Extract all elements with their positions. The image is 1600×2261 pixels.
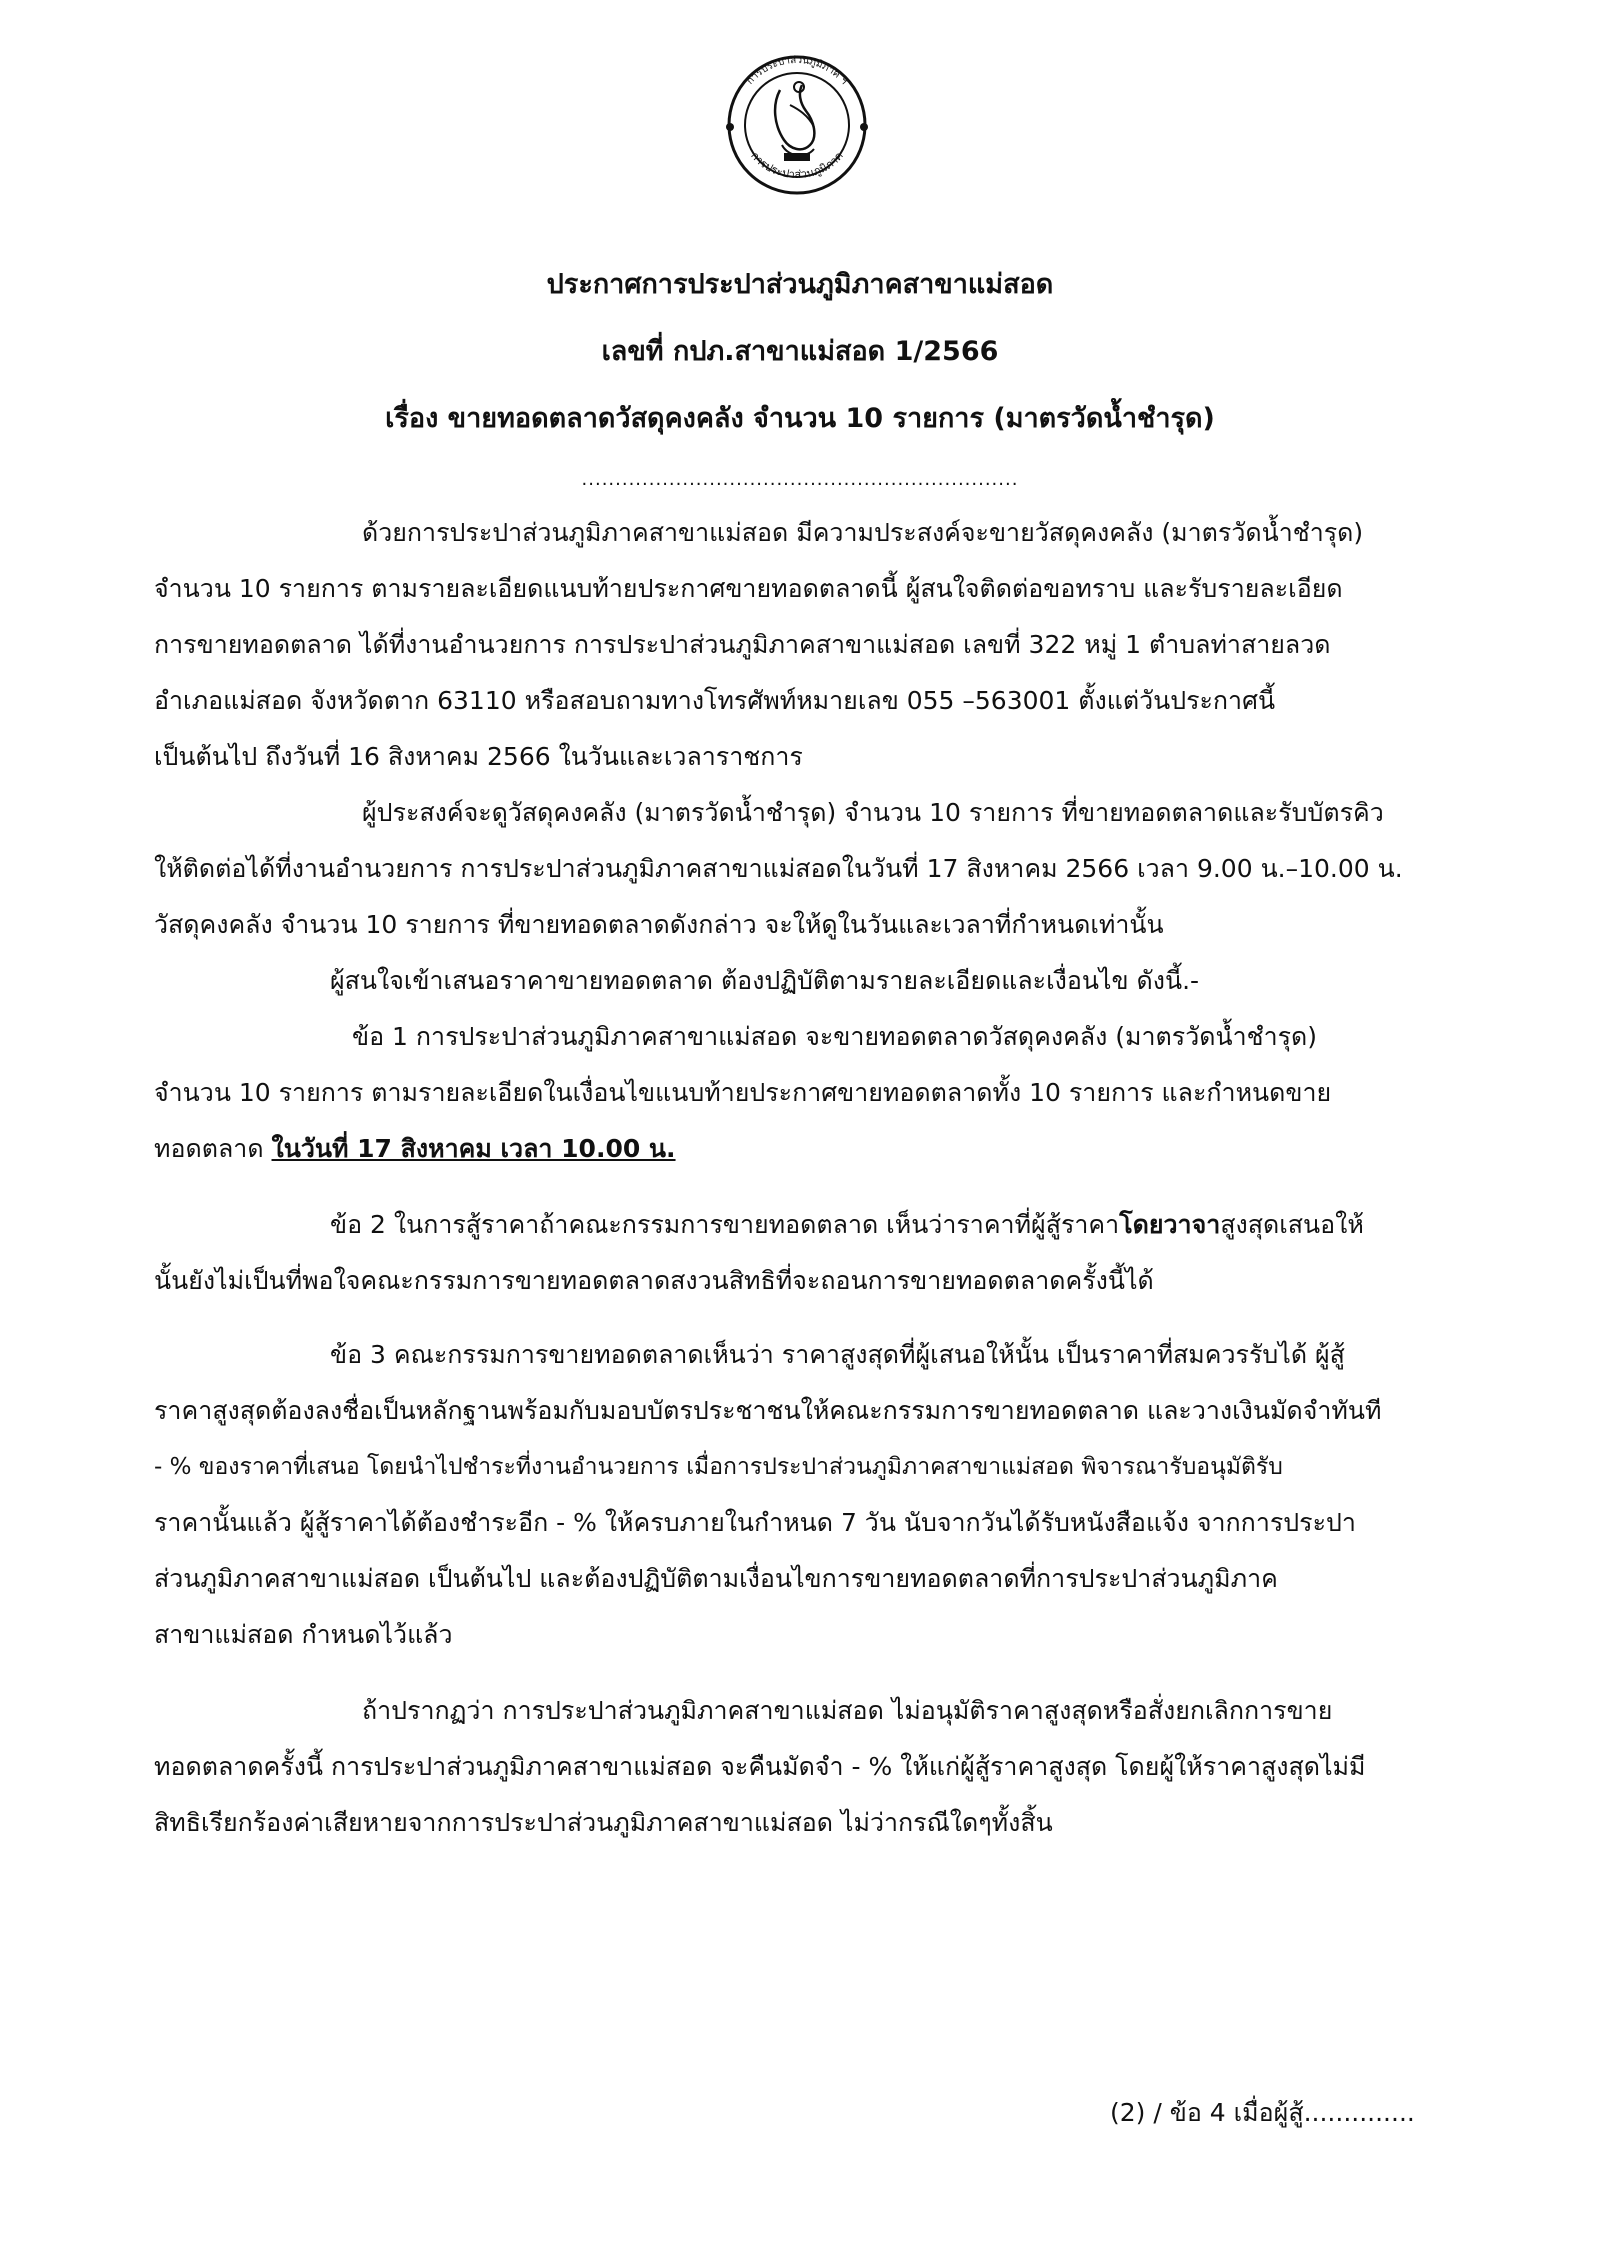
clause-3-line: ส่วนภูมิภาคสาขาแม่สอด เป็นต้นไป และต้องปฏิบัติตามเงื่อนไขการขายทอดตลาดที่การประปาส่วนภูมิภาค (154, 1564, 1278, 1593)
seal-bottom-text: การประปาส่วนภูมิภาค (748, 149, 846, 182)
paragraph-line: อำเภอแม่สอด จังหวัดตาก 63110 หรือสอบถามทางโทรศัพท์หมายเลข 055 –563001 ตั้งแต่วันประกาศนี้ (154, 686, 1276, 715)
paragraph-line: สิทธิเรียกร้องค่าเสียหายจากการประปาส่วนภูมิภาคสาขาแม่สอด ไม่ว่ากรณีใดๆทั้งสิ้น (154, 1808, 1053, 1837)
heading-dotted-rule: ................................................................. (581, 469, 1019, 490)
paragraph-line: การขายทอดตลาด ได้ที่งานอำนวยการ การประปาส่วนภูมิภาคสาขาแม่สอด เลขที่ 322 หมู่ 1 ตำบลท่าสายลวด (154, 630, 1331, 659)
paragraph-line: จำนวน 10 รายการ ตามรายละเอียดแนบท้ายประกาศขายทอดตลาดนี้ ผู้สนใจติดต่อขอทราบ และรับรายละเอียด (154, 574, 1343, 603)
auction-date-emphasis: ในวันที่ 17 สิงหาคม เวลา 10.00 น. (271, 1134, 676, 1163)
paragraph-line: ด้วยการประปาส่วนภูมิภาคสาขาแม่สอด มีความประสงค์จะขายวัสดุคงคลัง (มาตรวัดน้ำชำรุด) (362, 518, 1364, 547)
paragraph-line: เป็นต้นไป ถึงวันที่ 16 สิงหาคม 2566 ในวันและเวลาราชการ (154, 742, 803, 771)
paragraph-line: ทอดตลาดครั้งนี้ การประปาส่วนภูมิภาคสาขาแม่สอด จะคืนมัดจำ - % ให้แก่ผู้สู้ราคาสูงสุด โดยผู้ให้ราคาสูงสุดไม่มี (154, 1752, 1366, 1781)
seal-top-text: การประปาส่วนภูมิภาค ฯ (744, 54, 850, 87)
clause-2-line: นั้นยังไม่เป็นที่พอใจคณะกรรมการขายทอดตลาดสงวนสิทธิที่จะถอนการขายทอดตลาดครั้งนี้ได้ (154, 1266, 1154, 1295)
clause-3-line: ราคานั้นแล้ว ผู้สู้ราคาได้ต้องชำระอีก - % ให้ครบภายในกำหนด 7 วัน นับจากวันได้รับหนังสือแจ้ง จากการประปา (154, 1508, 1356, 1537)
clause-3-line: สาขาแม่สอด กำหนดไว้แล้ว (154, 1620, 453, 1649)
clause-1-line: จำนวน 10 รายการ ตามรายละเอียดในเงื่อนไขแนบท้ายประกาศขายทอดตลาดทั้ง 10 รายการ และกำหนดขาย (154, 1078, 1332, 1107)
verbal-bid-emphasis: โดยวาจา (1119, 1210, 1221, 1239)
announcement-title: ประกาศการประปาส่วนภูมิภาคสาขาแม่สอด (546, 269, 1054, 300)
clause-1-text: ทอดตลาด (154, 1134, 272, 1163)
clause-3-line: ข้อ 3 คณะกรรมการขายทอดตลาดเห็นว่า ราคาสูงสุดที่ผู้เสนอให้นั้น เป็นราคาที่สมควรรับได้ ผู้สู้ (330, 1340, 1345, 1369)
paragraph-line: ผู้ประสงค์จะดูวัสดุคงคลัง (มาตรวัดน้ำชำรุด) จำนวน 10 รายการ ที่ขายทอดตลาดและรับบัตรคิว (362, 798, 1384, 827)
page-continuation-note: (2) / ข้อ 4 เมื่อผู้สู้.............. (1110, 2098, 1415, 2127)
paragraph-line: ให้ติดต่อได้ที่งานอำนวยการ การประปาส่วนภูมิภาคสาขาแม่สอดในวันที่ 17 สิงหาคม 2566 เวลา 9.00 น.–10.00 น. (154, 854, 1403, 883)
clause-3-line: ราคาสูงสุดต้องลงชื่อเป็นหลักฐานพร้อมกับมอบบัตรประชาชนให้คณะกรรมการขายทอดตลาด และวางเงินมัดจำทันที (154, 1396, 1382, 1425)
clause-1-line: ข้อ 1 การประปาส่วนภูมิภาคสาขาแม่สอด จะขายทอดตลาดวัสดุคงคลัง (มาตรวัดน้ำชำรุด) (352, 1022, 1318, 1051)
announcement-number: เลขที่ กปภ.สาขาแม่สอด 1/2566 (601, 336, 999, 367)
clause-2-line (330, 1208, 1364, 1242)
announcement-subject: เรื่อง ขายทอดตลาดวัสดุคงคลัง จำนวน 10 รายการ (มาตรวัดน้ำชำรุด) (385, 403, 1215, 434)
pwa-seal-emblem (702, 45, 892, 195)
paragraph-line: วัสดุคงคลัง จำนวน 10 รายการ ที่ขายทอดตลาดดังกล่าว จะให้ดูในวันและเวลาที่กำหนดเท่านั้น (154, 910, 1164, 939)
clause-1-line (154, 1132, 676, 1166)
paragraph-line: ผู้สนใจเข้าเสนอราคาขายทอดตลาด ต้องปฏิบัติตามรายละเอียดและเงื่อนไข ดังนี้.- (330, 966, 1200, 995)
clause-3-line: - % ของราคาที่เสนอ โดยนำไปชำระที่งานอำนวยการ เมื่อการประปาส่วนภูมิภาคสาขาแม่สอด พิจารณารับอนุมัติรับ (154, 1454, 1283, 1480)
clause-2-text: ข้อ 2 ในการสู้ราคาถ้าคณะกรรมการขายทอดตลาด เห็นว่าราคาที่ผู้สู้ราคา (330, 1210, 1120, 1239)
clause-2-text: สูงสุดเสนอให้ (1220, 1210, 1364, 1239)
paragraph-line: ถ้าปรากฏว่า การประปาส่วนภูมิภาคสาขาแม่สอด ไม่อนุมัติราคาสูงสุดหรือสั่งยกเลิกการขาย (362, 1696, 1333, 1725)
